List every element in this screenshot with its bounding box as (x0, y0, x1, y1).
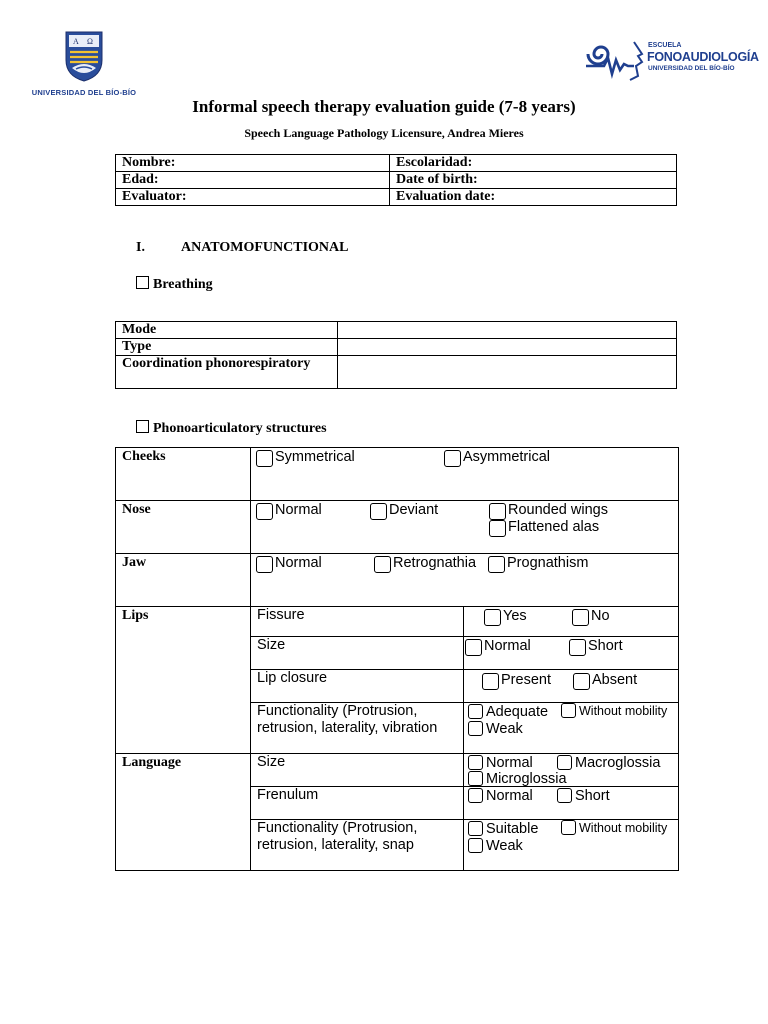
breathing-title: Breathing (153, 277, 213, 292)
lips-adequate-option[interactable]: Adequate (468, 704, 548, 721)
lips-closure-absent-option[interactable]: Absent (573, 672, 637, 690)
nose-deviant-option[interactable]: Deviant (370, 502, 438, 520)
breathing-mode-value[interactable] (338, 322, 677, 339)
breathing-mode-label: Mode (116, 322, 338, 339)
checkbox[interactable] (256, 556, 273, 573)
checkbox[interactable] (468, 821, 483, 836)
breathing-heading (136, 276, 213, 293)
jaw-options (251, 554, 679, 607)
checkbox[interactable] (374, 556, 391, 573)
table-row (116, 607, 679, 637)
checkbox[interactable] (444, 450, 461, 467)
lips-fissure-options (464, 607, 679, 637)
school-name: FONOAUDIOLOGÍA (647, 50, 759, 64)
checkbox[interactable] (557, 788, 572, 803)
bullet-icon (136, 420, 149, 433)
nose-flattened-alas-option[interactable]: Flattened alas (489, 519, 599, 537)
checkbox[interactable] (468, 755, 483, 770)
jaw-prognathism-option[interactable]: Prognathism (488, 555, 588, 573)
breathing-type-label: Type (116, 339, 338, 356)
checkbox[interactable] (489, 503, 506, 520)
lips-fissure-no-option[interactable]: No (572, 608, 610, 626)
checkbox[interactable] (256, 503, 273, 520)
language-frenulum-options (464, 787, 679, 820)
breathing-coordination-label: Coordination phonorespiratory (116, 356, 338, 389)
lips-closure-options (464, 670, 679, 703)
nose-options (251, 501, 679, 554)
lips-size-label: Size (251, 637, 464, 670)
table-row (116, 501, 679, 554)
language-functionality-label: Functionality (Protrusion, retrusion, laterality, snap (251, 820, 464, 871)
language-frenulum-label: Frenulum (251, 787, 464, 820)
lips-size-short-option[interactable]: Short (569, 638, 623, 656)
checkbox[interactable] (468, 838, 483, 853)
language-without-mobility-option[interactable]: Without mobility (561, 820, 667, 837)
language-weak-option[interactable]: Weak (468, 838, 523, 855)
cheeks-asymmetrical-option[interactable]: Asymmetrical (444, 449, 550, 467)
lips-closure-present-option[interactable]: Present (482, 672, 551, 690)
language-frenulum-short-option[interactable]: Short (557, 788, 610, 805)
cheeks-symmetrical-option[interactable]: Symmetrical (256, 449, 355, 467)
student-info-table (115, 154, 677, 206)
table-row (116, 754, 679, 787)
lips-size-normal-option[interactable]: Normal (465, 638, 531, 656)
schooling-field[interactable]: Escolaridad: (390, 155, 677, 172)
speech-wave-icon (584, 36, 648, 82)
lips-label: Lips (116, 607, 251, 754)
lips-functionality-label: Functionality (Protrusion, retrusion, laterality, vibration (251, 703, 464, 754)
table-row (116, 172, 677, 189)
lips-without-mobility-option[interactable]: Without mobility (561, 703, 667, 720)
checkbox[interactable] (468, 788, 483, 803)
checkbox[interactable] (561, 820, 576, 835)
nose-rounded-wings-option[interactable]: Rounded wings (489, 502, 608, 520)
bullet-icon (136, 276, 149, 289)
lips-size-options (464, 637, 679, 670)
table-row (116, 554, 679, 607)
checkbox[interactable] (557, 755, 572, 770)
lips-functionality-options (464, 703, 679, 754)
table-row (116, 189, 677, 206)
checkbox[interactable] (573, 673, 590, 690)
breathing-type-value[interactable] (338, 339, 677, 356)
checkbox[interactable] (468, 721, 483, 736)
svg-text:Ω: Ω (87, 37, 93, 46)
language-microglossia-option[interactable]: Microglossia (468, 771, 567, 788)
checkbox[interactable] (468, 771, 483, 786)
birth-date-field[interactable]: Date of birth: (390, 172, 677, 189)
language-suitable-option[interactable]: Suitable (468, 821, 538, 838)
checkbox[interactable] (489, 520, 506, 537)
lips-weak-option[interactable]: Weak (468, 721, 523, 738)
section-number: I. (136, 240, 145, 255)
nose-normal-option[interactable]: Normal (256, 502, 322, 520)
university-shield-icon (64, 30, 104, 82)
checkbox[interactable] (370, 503, 387, 520)
breathing-coordination-value[interactable] (338, 356, 677, 389)
school-label: ESCUELA (648, 42, 682, 49)
phono-table (115, 447, 679, 871)
university-logo (30, 30, 138, 102)
lips-fissure-label: Fissure (251, 607, 464, 637)
phono-title: Phonoarticulatory structures (153, 421, 327, 436)
page-title: Informal speech therapy evaluation guide (7-8 years) (192, 97, 576, 116)
jaw-retrognathia-option[interactable]: Retrognathia (374, 555, 476, 573)
language-frenulum-normal-option[interactable]: Normal (468, 788, 533, 805)
language-size-label: Size (251, 754, 464, 787)
cheeks-label: Cheeks (116, 448, 251, 501)
language-size-normal-option[interactable]: Normal (468, 755, 533, 772)
checkbox[interactable] (484, 609, 501, 626)
cheeks-options (251, 448, 679, 501)
table-row (116, 155, 677, 172)
evaluator-field[interactable]: Evaluator: (116, 189, 390, 206)
jaw-label: Jaw (116, 554, 251, 607)
checkbox[interactable] (561, 703, 576, 718)
language-functionality-options (464, 820, 679, 871)
svg-text:A: A (73, 37, 79, 46)
page-subtitle: Speech Language Pathology Licensure, Andrea Mieres (244, 126, 524, 140)
language-label: Language (116, 754, 251, 871)
section-title: ANATOMOFUNCTIONAL (181, 240, 349, 255)
table-row (116, 339, 677, 356)
breathing-table (115, 321, 677, 389)
table-row (116, 356, 677, 389)
name-field[interactable]: Nombre: (116, 155, 390, 172)
checkbox[interactable] (465, 639, 482, 656)
language-size-options (464, 754, 679, 787)
checkbox[interactable] (488, 556, 505, 573)
language-macroglossia-option[interactable]: Macroglossia (557, 755, 660, 772)
checkbox[interactable] (482, 673, 499, 690)
checkbox[interactable] (256, 450, 273, 467)
age-field[interactable]: Edad: (116, 172, 390, 189)
section-heading (136, 240, 349, 256)
jaw-normal-option[interactable]: Normal (256, 555, 322, 573)
evaluation-date-field[interactable]: Evaluation date: (390, 189, 677, 206)
nose-label: Nose (116, 501, 251, 554)
school-logo (584, 36, 759, 84)
checkbox[interactable] (468, 704, 483, 719)
school-university: UNIVERSIDAD DEL BÍO-BÍO (648, 65, 735, 72)
lips-fissure-yes-option[interactable]: Yes (484, 608, 527, 626)
checkbox[interactable] (569, 639, 586, 656)
university-name: UNIVERSIDAD DEL BÍO-BÍO (31, 88, 137, 97)
phono-heading (136, 420, 327, 437)
table-row (116, 322, 677, 339)
table-row (116, 448, 679, 501)
checkbox[interactable] (572, 609, 589, 626)
lips-closure-label: Lip closure (251, 670, 464, 703)
